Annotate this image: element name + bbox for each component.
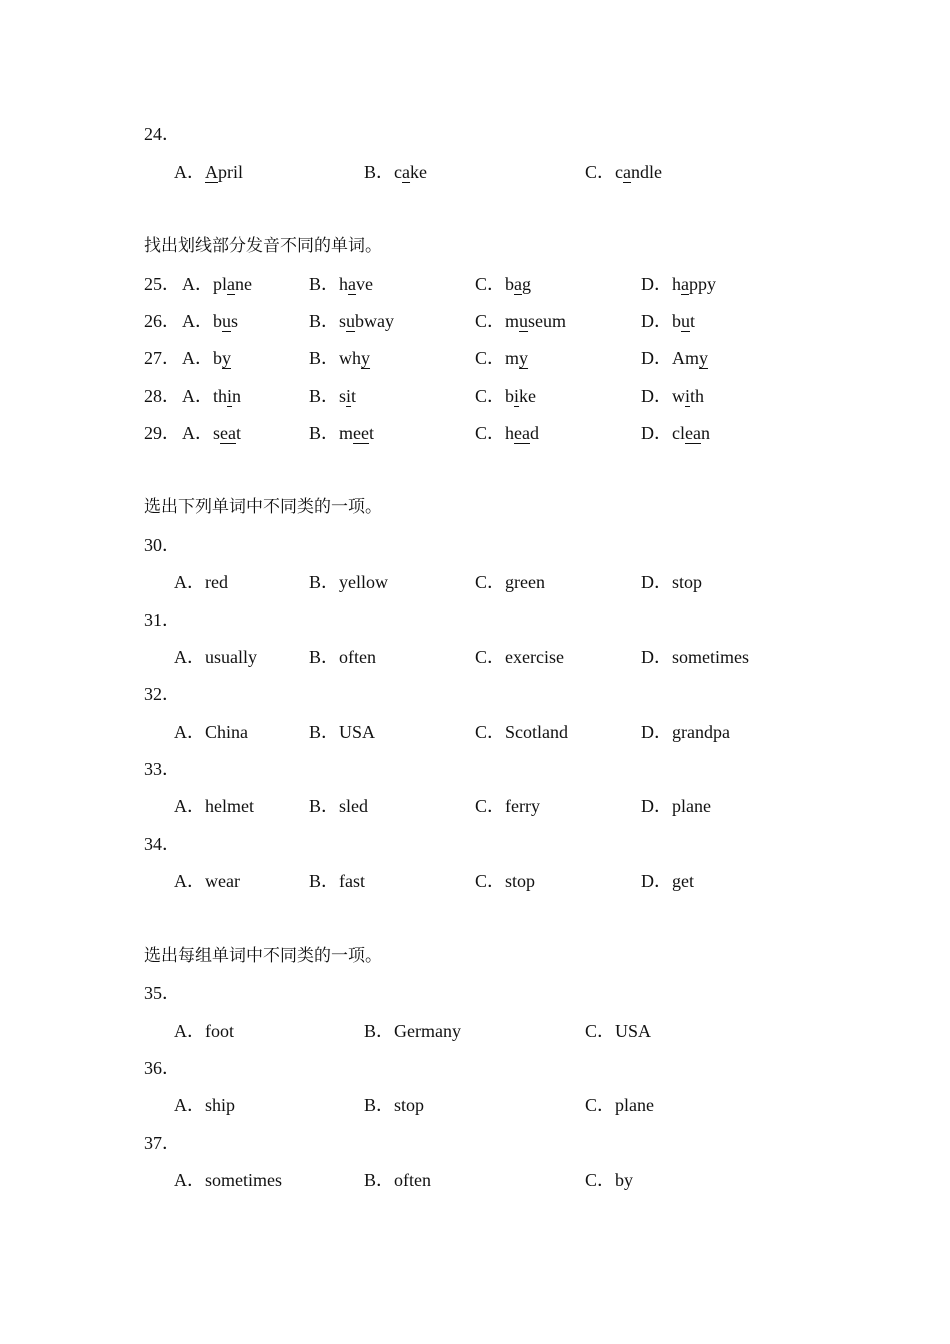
option-text: Am: [672, 348, 699, 368]
option-label: C．: [475, 423, 506, 443]
option-label: B．: [309, 647, 340, 667]
question-number-row: [0, 1055, 950, 1081]
option-text: n: [700, 423, 710, 443]
option-b[interactable]: [309, 793, 368, 819]
option-label: A．: [174, 722, 205, 742]
option-a[interactable]: [182, 345, 231, 371]
option-label: C．: [475, 722, 506, 742]
option-text: th: [690, 386, 705, 406]
underlined-letters: u: [519, 311, 529, 331]
option-text: usually: [205, 647, 257, 667]
option-label: A．: [174, 796, 205, 816]
question-options-row: [0, 793, 950, 819]
option-label: A．: [174, 871, 205, 891]
option-text: wh: [339, 348, 362, 368]
option-text: USA: [615, 1021, 652, 1041]
underlined-letters: ea: [220, 423, 236, 443]
option-text: b: [505, 274, 515, 294]
option-text: USA: [339, 722, 376, 742]
option-text: h: [505, 423, 515, 443]
option-c[interactable]: [475, 644, 564, 670]
option-label: B．: [364, 162, 395, 182]
underlined-letters: i: [685, 386, 691, 406]
option-text: c: [615, 162, 624, 182]
question-number: 37．: [144, 1133, 180, 1153]
underlined-letters: a: [227, 274, 236, 294]
question-row: [0, 383, 950, 409]
option-text: b: [213, 311, 222, 331]
option-text: seum: [528, 311, 567, 331]
underlined-letters: ea: [514, 423, 530, 443]
option-label: B．: [364, 1095, 395, 1115]
option-text: b: [505, 386, 515, 406]
underlined-letters: ea: [685, 423, 701, 443]
option-a[interactable]: [182, 420, 241, 446]
option-text: h: [339, 274, 349, 294]
question-number: 29．: [144, 423, 180, 443]
option-text: ke: [410, 162, 428, 182]
option-c[interactable]: [585, 1092, 654, 1118]
underlined-letters: y: [519, 348, 529, 368]
underlined-letters: u: [346, 311, 356, 331]
option-text: Scotland: [505, 722, 569, 742]
section-instruction-category-group: [0, 943, 950, 969]
option-c[interactable]: [475, 868, 535, 894]
question-options-row: [0, 1018, 950, 1044]
option-b[interactable]: [309, 420, 374, 446]
option-text: h: [672, 274, 681, 294]
option-label: A．: [174, 572, 205, 592]
option-c[interactable]: [475, 793, 540, 819]
option-c[interactable]: [475, 420, 539, 446]
question-options-row: [0, 719, 950, 745]
option-text: t: [690, 311, 696, 331]
option-text: b: [672, 311, 681, 331]
question-24-options: [0, 159, 950, 185]
option-c[interactable]: [585, 159, 662, 185]
option-text: wear: [205, 871, 240, 891]
question-number-row: [0, 831, 950, 857]
option-label: B．: [309, 572, 340, 592]
underlined-letters: a: [623, 162, 632, 182]
option-b[interactable]: [309, 308, 394, 334]
option-text: get: [672, 871, 694, 891]
option-text: China: [205, 722, 248, 742]
option-b[interactable]: [364, 1092, 424, 1118]
option-text: plane: [672, 796, 711, 816]
option-label: C．: [475, 871, 506, 891]
underlined-letters: y: [361, 348, 371, 368]
question-number: 34．: [144, 834, 180, 854]
underlined-letters: y: [222, 348, 231, 368]
question-number-row: [0, 607, 950, 633]
underlined-letters: u: [222, 311, 231, 331]
option-text: ndle: [631, 162, 663, 182]
option-c[interactable]: [475, 569, 545, 595]
option-label: C．: [475, 796, 506, 816]
option-text: sometimes: [672, 647, 749, 667]
option-b[interactable]: [309, 271, 373, 297]
question-row: [0, 308, 950, 334]
option-label: B．: [309, 348, 340, 368]
option-c[interactable]: [475, 383, 536, 409]
option-a[interactable]: [182, 383, 241, 409]
question-24-header: [0, 121, 950, 147]
option-d[interactable]: [641, 308, 695, 334]
option-label: C．: [475, 311, 506, 331]
option-text: stop: [394, 1095, 425, 1115]
option-a[interactable]: [174, 1018, 234, 1044]
option-label: D．: [641, 647, 672, 667]
option-label: C．: [475, 348, 506, 368]
option-text: d: [530, 423, 539, 443]
option-text: ne: [235, 274, 253, 294]
option-d[interactable]: [641, 383, 704, 409]
option-a[interactable]: [174, 793, 254, 819]
question-number: 36．: [144, 1058, 180, 1078]
question-options-row: [0, 868, 950, 894]
question-number-row: [0, 980, 950, 1006]
underlined-letters: ee: [353, 423, 370, 443]
option-text: yellow: [339, 572, 389, 592]
option-label: D．: [641, 348, 672, 368]
question-number-row: [0, 532, 950, 558]
option-d[interactable]: [641, 420, 710, 446]
option-b[interactable]: [364, 159, 427, 185]
option-d[interactable]: [641, 793, 711, 819]
underlined-letters: A: [205, 162, 218, 182]
option-text: s: [339, 311, 347, 331]
option-text: sometimes: [205, 1170, 282, 1190]
option-a[interactable]: [174, 1167, 282, 1193]
question-options-row: [0, 644, 950, 670]
option-label: D．: [641, 386, 672, 406]
question-number-row: [0, 756, 950, 782]
option-text: t: [351, 386, 357, 406]
option-b[interactable]: [309, 719, 375, 745]
option-label: B．: [364, 1170, 395, 1190]
option-text: sled: [339, 796, 369, 816]
question-row: [0, 420, 950, 446]
option-text: by: [615, 1170, 634, 1190]
option-label: C．: [475, 647, 506, 667]
option-text: w: [672, 386, 685, 406]
underlined-letters: i: [514, 386, 520, 406]
option-a[interactable]: [182, 271, 252, 297]
question-row: [0, 271, 950, 297]
option-d[interactable]: [641, 719, 730, 745]
option-label: A．: [182, 423, 213, 443]
option-a[interactable]: [174, 719, 248, 745]
underlined-letters: a: [681, 274, 689, 294]
option-label: A．: [174, 1021, 205, 1041]
option-text: n: [232, 386, 242, 406]
underlined-letters: i: [346, 386, 352, 406]
option-label: A．: [174, 647, 205, 667]
option-text: fast: [339, 871, 366, 891]
option-label: D．: [641, 572, 672, 592]
underlined-letters: i: [227, 386, 233, 406]
section-instruction-category: [0, 494, 950, 520]
question-number: 31．: [144, 610, 180, 630]
option-text: stop: [672, 572, 703, 592]
question-number: 32．: [144, 684, 180, 704]
option-text: red: [205, 572, 228, 592]
underlined-letters: u: [681, 311, 690, 331]
option-a[interactable]: [174, 868, 240, 894]
option-label: B．: [309, 386, 340, 406]
option-c[interactable]: [475, 271, 531, 297]
option-label: B．: [309, 871, 340, 891]
instruction-text: 选出每组单词中不同类的一项。: [144, 946, 382, 966]
option-c[interactable]: [475, 719, 568, 745]
option-label: A．: [174, 162, 205, 182]
option-a[interactable]: [182, 308, 238, 334]
underlined-letters: y: [699, 348, 708, 368]
option-text: helmet: [205, 796, 254, 816]
option-b[interactable]: [309, 868, 365, 894]
option-text: stop: [505, 871, 536, 891]
option-label: B．: [309, 722, 340, 742]
option-text: th: [213, 386, 228, 406]
underlined-letters: a: [514, 274, 523, 294]
option-label: D．: [641, 871, 672, 891]
option-text: Germany: [394, 1021, 461, 1041]
question-number-row: [0, 681, 950, 707]
question-number: 27．: [144, 348, 180, 368]
option-label: D．: [641, 423, 672, 443]
option-text: exercise: [505, 647, 564, 667]
option-text: ship: [205, 1095, 236, 1115]
option-text: often: [339, 647, 376, 667]
option-text: t: [236, 423, 242, 443]
option-text: t: [369, 423, 375, 443]
question-number-row: [0, 1130, 950, 1156]
question-row: [0, 345, 950, 371]
question-number: 33．: [144, 759, 180, 779]
option-b[interactable]: [364, 1167, 431, 1193]
option-label: A．: [182, 274, 213, 294]
option-b[interactable]: [309, 383, 356, 409]
option-text: plane: [615, 1095, 654, 1115]
option-text: b: [213, 348, 222, 368]
option-label: C．: [475, 572, 506, 592]
option-a[interactable]: [174, 159, 243, 185]
option-text: bway: [355, 311, 395, 331]
option-text: s: [231, 311, 239, 331]
option-c[interactable]: [475, 345, 528, 371]
option-label: A．: [174, 1095, 205, 1115]
option-text: ferry: [505, 796, 540, 816]
option-label: C．: [585, 1021, 616, 1041]
option-label: B．: [309, 311, 340, 331]
option-label: D．: [641, 722, 672, 742]
option-label: A．: [182, 348, 213, 368]
option-d[interactable]: [641, 644, 749, 670]
option-text: g: [522, 274, 532, 294]
option-c[interactable]: [585, 1018, 651, 1044]
option-d[interactable]: [641, 868, 694, 894]
option-d[interactable]: [641, 345, 708, 371]
option-text: m: [505, 348, 520, 368]
option-label: A．: [174, 1170, 205, 1190]
option-text: cl: [672, 423, 685, 443]
option-text: s: [339, 386, 347, 406]
instruction-text: 选出下列单词中不同类的一项。: [144, 497, 382, 517]
underlined-letters: a: [348, 274, 357, 294]
option-text: m: [505, 311, 520, 331]
option-label: D．: [641, 274, 672, 294]
option-text: ve: [356, 274, 374, 294]
question-number: 35．: [144, 983, 180, 1003]
option-b[interactable]: [309, 644, 376, 670]
option-c[interactable]: [475, 308, 566, 334]
option-text: grandpa: [672, 722, 730, 742]
question-number: 24．: [144, 124, 180, 144]
option-label: D．: [641, 796, 672, 816]
option-label: B．: [364, 1021, 395, 1041]
option-label: B．: [309, 423, 340, 443]
option-b[interactable]: [364, 1018, 461, 1044]
option-text: often: [394, 1170, 431, 1190]
option-a[interactable]: [174, 569, 228, 595]
option-d[interactable]: [641, 569, 702, 595]
option-text: c: [394, 162, 403, 182]
option-text: ppy: [689, 274, 716, 294]
option-d[interactable]: [641, 271, 716, 297]
option-label: C．: [585, 1095, 616, 1115]
option-label: C．: [475, 386, 506, 406]
option-label: B．: [309, 796, 340, 816]
question-number: 30．: [144, 535, 180, 555]
question-options-row: [0, 569, 950, 595]
question-options-row: [0, 1092, 950, 1118]
option-a[interactable]: [174, 1092, 235, 1118]
question-number: 25．: [144, 274, 180, 294]
option-c[interactable]: [585, 1167, 633, 1193]
option-b[interactable]: [309, 345, 370, 371]
underlined-letters: a: [402, 162, 411, 182]
option-label: B．: [309, 274, 340, 294]
option-text: m: [339, 423, 354, 443]
option-text: pril: [218, 162, 243, 182]
instruction-text: 找出划线部分发音不同的单词。: [144, 236, 382, 256]
option-a[interactable]: [174, 644, 257, 670]
option-label: C．: [585, 1170, 616, 1190]
option-label: A．: [182, 386, 213, 406]
option-label: C．: [475, 274, 506, 294]
question-number: 26．: [144, 311, 180, 331]
option-text: ke: [519, 386, 537, 406]
question-number: 28．: [144, 386, 180, 406]
option-label: D．: [641, 311, 672, 331]
option-label: A．: [182, 311, 213, 331]
option-text: pl: [213, 274, 228, 294]
option-text: foot: [205, 1021, 234, 1041]
section-instruction-pronunciation: [0, 233, 950, 259]
option-label: C．: [585, 162, 616, 182]
option-b[interactable]: [309, 569, 388, 595]
option-text: s: [213, 423, 221, 443]
option-text: green: [505, 572, 545, 592]
question-options-row: [0, 1167, 950, 1193]
